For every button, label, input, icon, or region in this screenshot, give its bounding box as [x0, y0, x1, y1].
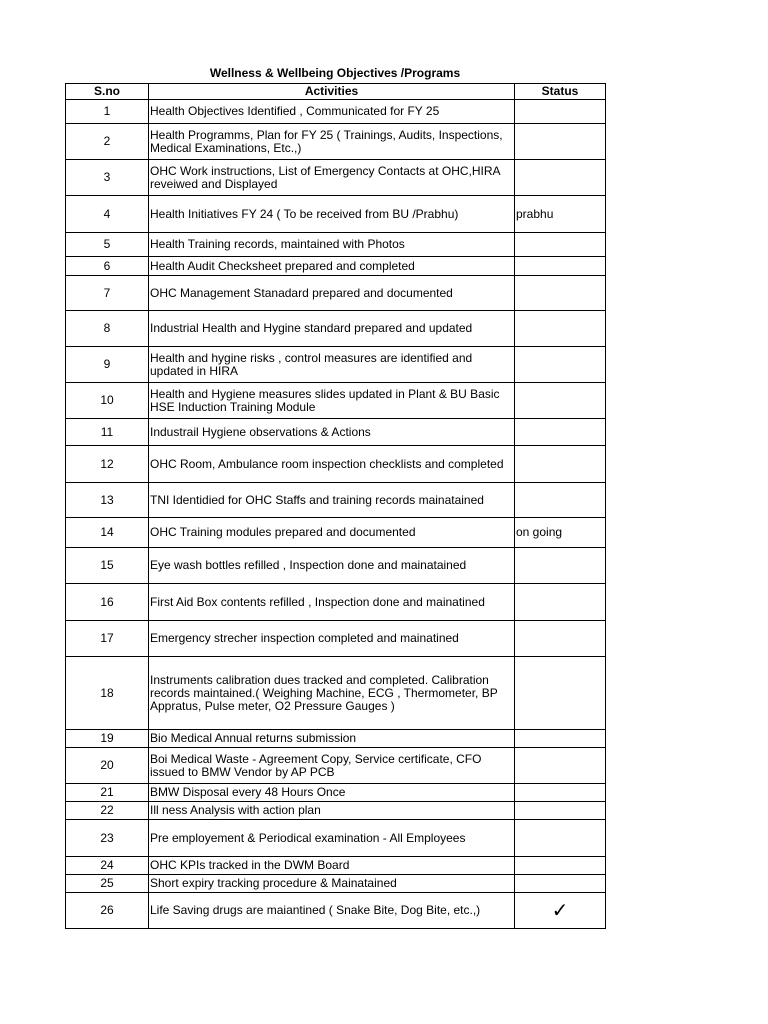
table-row [66, 257, 606, 276]
table-row [66, 893, 606, 929]
table-row [66, 857, 606, 875]
row-status [515, 311, 606, 347]
table-row [66, 548, 606, 584]
row-activity: Bio Medical Annual returns submission [149, 730, 515, 748]
table-row [66, 383, 606, 419]
row-sno: 15 [66, 548, 149, 584]
row-sno: 2 [66, 124, 149, 160]
row-sno: 20 [66, 748, 149, 784]
row-activity: Emergency strecher inspection completed and mainatined [149, 621, 515, 657]
table-row [66, 820, 606, 857]
row-status [515, 100, 606, 124]
header-row [66, 84, 606, 100]
row-sno: 1 [66, 100, 149, 124]
row-sno: 22 [66, 802, 149, 820]
row-activity: Ill ness Analysis with action plan [149, 802, 515, 820]
row-status [515, 257, 606, 276]
row-status [515, 383, 606, 419]
row-sno: 6 [66, 257, 149, 276]
row-status [515, 233, 606, 257]
row-status [515, 657, 606, 730]
row-status [515, 548, 606, 584]
row-activity: OHC Work instructions, List of Emergency Contacts at OHC,HIRA reveiwed and Displayed [149, 160, 515, 196]
table-row [66, 518, 606, 548]
row-activity: Health Programms, Plan for FY 25 ( Trainings, Audits, Inspections, Medical Examinations, Etc.,) [149, 124, 515, 160]
row-activity: OHC Management Stanadard prepared and documented [149, 276, 515, 311]
row-status: prabhu [515, 196, 606, 233]
row-activity: Health and Hygiene measures slides updated in Plant & BU Basic HSE Induction Training Module [149, 383, 515, 419]
row-activity: Industrail Hygiene observations & Actions [149, 419, 515, 446]
row-activity: TNI Identidied for OHC Staffs and training records mainatained [149, 483, 515, 518]
table-row [66, 875, 606, 893]
table-row [66, 802, 606, 820]
sheet-title: Wellness & Wellbeing Objectives /Programs [209, 66, 461, 80]
row-status [515, 730, 606, 748]
row-status [515, 483, 606, 518]
row-sno: 12 [66, 446, 149, 483]
row-sno: 10 [66, 383, 149, 419]
table-row [66, 446, 606, 483]
row-activity: Health Initiatives FY 24 ( To be received from BU /Prabhu) [149, 196, 515, 233]
row-activity: Health and hygine risks , control measures are identified and updated in HIRA [149, 347, 515, 383]
row-status [515, 748, 606, 784]
row-status [515, 802, 606, 820]
row-sno: 25 [66, 875, 149, 893]
row-sno: 19 [66, 730, 149, 748]
row-status [515, 584, 606, 621]
row-sno: 9 [66, 347, 149, 383]
column-header-activities: Activities [149, 84, 515, 100]
row-activity: BMW Disposal every 48 Hours Once [149, 784, 515, 802]
row-sno: 23 [66, 820, 149, 857]
column-header-status: Status [515, 84, 606, 100]
row-status: on going [515, 518, 606, 548]
table-row [66, 621, 606, 657]
table-row [66, 160, 606, 196]
row-activity: Health Training records, maintained with Photos [149, 233, 515, 257]
row-activity: First Aid Box contents refilled , Inspection done and mainatined [149, 584, 515, 621]
objectives-table [65, 83, 606, 929]
table-row [66, 419, 606, 446]
row-activity: OHC Training modules prepared and documented [149, 518, 515, 548]
row-activity: Eye wash bottles refilled , Inspection done and mainatained [149, 548, 515, 584]
row-activity: Industrial Health and Hygine standard prepared and updated [149, 311, 515, 347]
row-sno: 24 [66, 857, 149, 875]
table-row [66, 100, 606, 124]
table-row [66, 311, 606, 347]
table-row [66, 233, 606, 257]
row-activity: Instruments calibration dues tracked and completed. Calibration records maintained.( Weighing Machine, ECG , Thermometer, BP Appratus, Pulse meter, O2 Pressure Gauges ) [149, 657, 515, 730]
row-sno: 14 [66, 518, 149, 548]
row-sno: 11 [66, 419, 149, 446]
table-row [66, 784, 606, 802]
row-sno: 5 [66, 233, 149, 257]
row-activity: Health Objectives Identified , Communicated for FY 25 [149, 100, 515, 124]
row-status [515, 347, 606, 383]
table-row [66, 748, 606, 784]
table-row [66, 124, 606, 160]
row-status [515, 820, 606, 857]
row-sno: 8 [66, 311, 149, 347]
row-activity: Pre employement & Periodical examination - All Employees [149, 820, 515, 857]
row-activity: Short expiry tracking procedure & Mainatained [149, 875, 515, 893]
table-row [66, 657, 606, 730]
table-row [66, 276, 606, 311]
row-status [515, 419, 606, 446]
row-status [515, 875, 606, 893]
row-sno: 7 [66, 276, 149, 311]
row-status [515, 446, 606, 483]
row-status [515, 160, 606, 196]
row-activity: Health Audit Checksheet prepared and completed [149, 257, 515, 276]
row-status [515, 276, 606, 311]
row-activity: OHC KPIs tracked in the DWM Board [149, 857, 515, 875]
column-header-sno: S.no [66, 84, 149, 100]
check-mark-icon: ✓ [515, 893, 606, 929]
row-sno: 4 [66, 196, 149, 233]
row-activity: OHC Room, Ambulance room inspection checklists and completed [149, 446, 515, 483]
table-row [66, 730, 606, 748]
row-sno: 3 [66, 160, 149, 196]
row-activity: Life Saving drugs are maiantined ( Snake Bite, Dog Bite, etc.,) [149, 893, 515, 929]
row-sno: 17 [66, 621, 149, 657]
table-row [66, 483, 606, 518]
row-sno: 13 [66, 483, 149, 518]
row-status [515, 124, 606, 160]
row-status [515, 784, 606, 802]
table-row [66, 347, 606, 383]
row-status [515, 857, 606, 875]
row-sno: 16 [66, 584, 149, 621]
row-sno: 26 [66, 893, 149, 929]
table-row [66, 584, 606, 621]
row-sno: 21 [66, 784, 149, 802]
row-status [515, 621, 606, 657]
row-activity: Boi Medical Waste - Agreement Copy, Service certificate, CFO issued to BMW Vendor by AP PCB [149, 748, 515, 784]
table-row [66, 196, 606, 233]
row-sno: 18 [66, 657, 149, 730]
